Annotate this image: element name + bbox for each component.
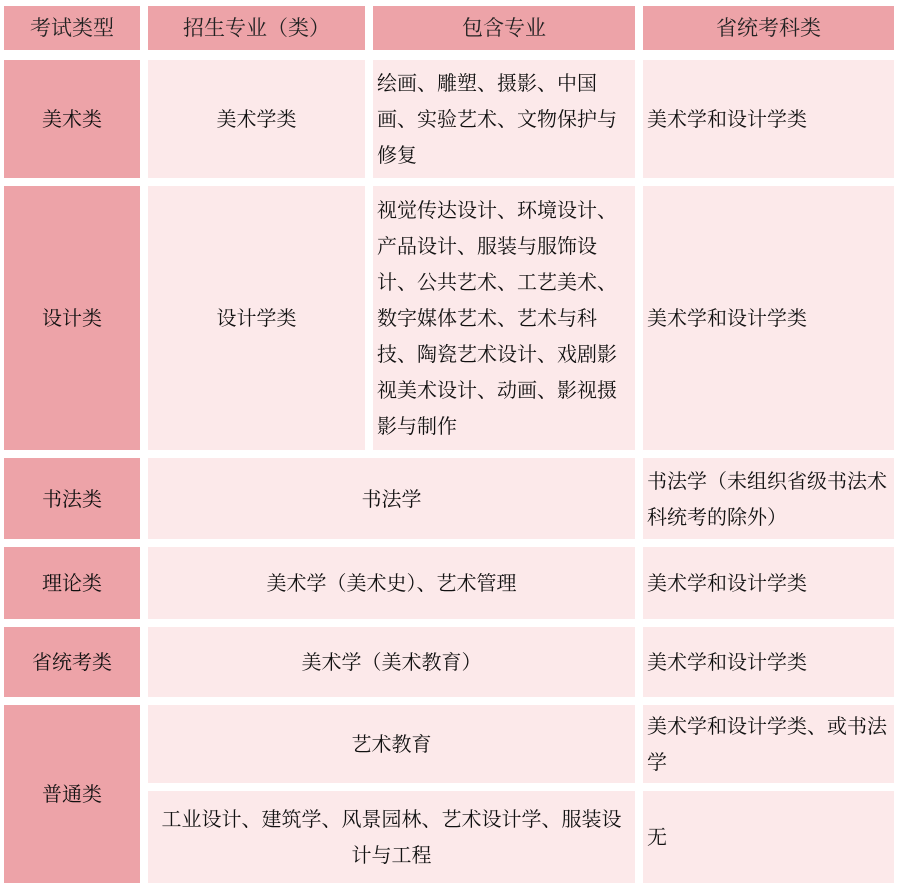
type-cell-provincial: [4, 627, 140, 697]
exam-category-cell-calligraphy: [643, 458, 894, 539]
exam-category-design: 美术学和设计学类: [647, 306, 807, 330]
header-major-class: [148, 6, 365, 50]
exam-category-cell-design: [643, 186, 894, 450]
major-calligraphy: 书法学: [361, 486, 422, 511]
exam-category-cell-theory: [643, 547, 894, 619]
major-general-1: 艺术教育: [351, 732, 432, 756]
exam-category-calligraphy: 书法学（未组织省级书法术科统考的除外）: [647, 468, 887, 529]
exam-category-art: 美术学和设计学类: [647, 107, 807, 131]
type-label-calligraphy: 书法类: [42, 486, 102, 511]
header-exam-type: [4, 6, 140, 50]
type-label-general: 普通类: [42, 782, 102, 806]
type-label-theory: 理论类: [42, 571, 102, 595]
type-label-design: 设计类: [42, 306, 102, 330]
type-cell-calligraphy: [4, 458, 140, 539]
included-cell-art: [373, 60, 635, 178]
type-label-provincial: 省统考类: [32, 650, 112, 674]
exam-category-provincial: 美术学和设计学类: [647, 650, 807, 674]
included-cell-design: [373, 186, 635, 450]
major-class-cell-design: [148, 186, 365, 450]
major-cell-theory: [148, 547, 635, 619]
header-exam-type-text: 考试类型: [30, 16, 114, 40]
major-cell-calligraphy: [148, 458, 635, 539]
header-included-majors-text: 包含专业: [462, 16, 546, 40]
type-cell-art: [4, 60, 140, 178]
exam-category-theory: 美术学和设计学类: [647, 571, 807, 595]
type-cell-theory: [4, 547, 140, 619]
major-class-design: 设计学类: [216, 306, 297, 330]
header-major-class-text: 招生专业（类）: [183, 16, 330, 40]
exam-category-cell-provincial: [643, 627, 894, 697]
major-cell-general-1: [148, 705, 635, 783]
header-exam-category-text: 省统考科类: [716, 16, 821, 40]
major-class-cell-art: [148, 60, 365, 178]
exam-category-cell-art: [643, 60, 894, 178]
major-class-art: 美术学类: [216, 107, 297, 131]
exam-category-general-1: 美术学和设计学类、或书法学: [647, 714, 887, 774]
major-provincial: 美术学（美术教育）: [301, 650, 482, 674]
major-general-2: 工业设计、建筑学、风景园林、艺术设计学、服装设计与工程: [161, 807, 622, 867]
header-included-majors: [373, 6, 635, 50]
major-cell-provincial: [148, 627, 635, 697]
exam-category-general-2: 无: [647, 825, 667, 849]
exam-category-cell-general-2: [643, 791, 894, 883]
type-label-art: 美术类: [42, 107, 102, 131]
included-majors-art: 绘画、雕塑、摄影、中国画、实验艺术、文物保护与修复: [377, 71, 617, 167]
included-majors-design: 视觉传达设计、环境设计、产品设计、服装与服饰设计、公共艺术、工艺美术、数字媒体艺术、艺术与科技、陶瓷艺术设计、戏剧影视美术设计、动画、影视摄影与制作: [377, 198, 617, 438]
exam-category-cell-general-1: [643, 705, 894, 783]
type-cell-design: [4, 186, 140, 450]
major-cell-general-2: [148, 791, 635, 883]
type-cell-general: [4, 705, 140, 883]
major-theory: 美术学（美术史）、艺术管理: [266, 571, 517, 595]
header-exam-category: [643, 6, 894, 50]
